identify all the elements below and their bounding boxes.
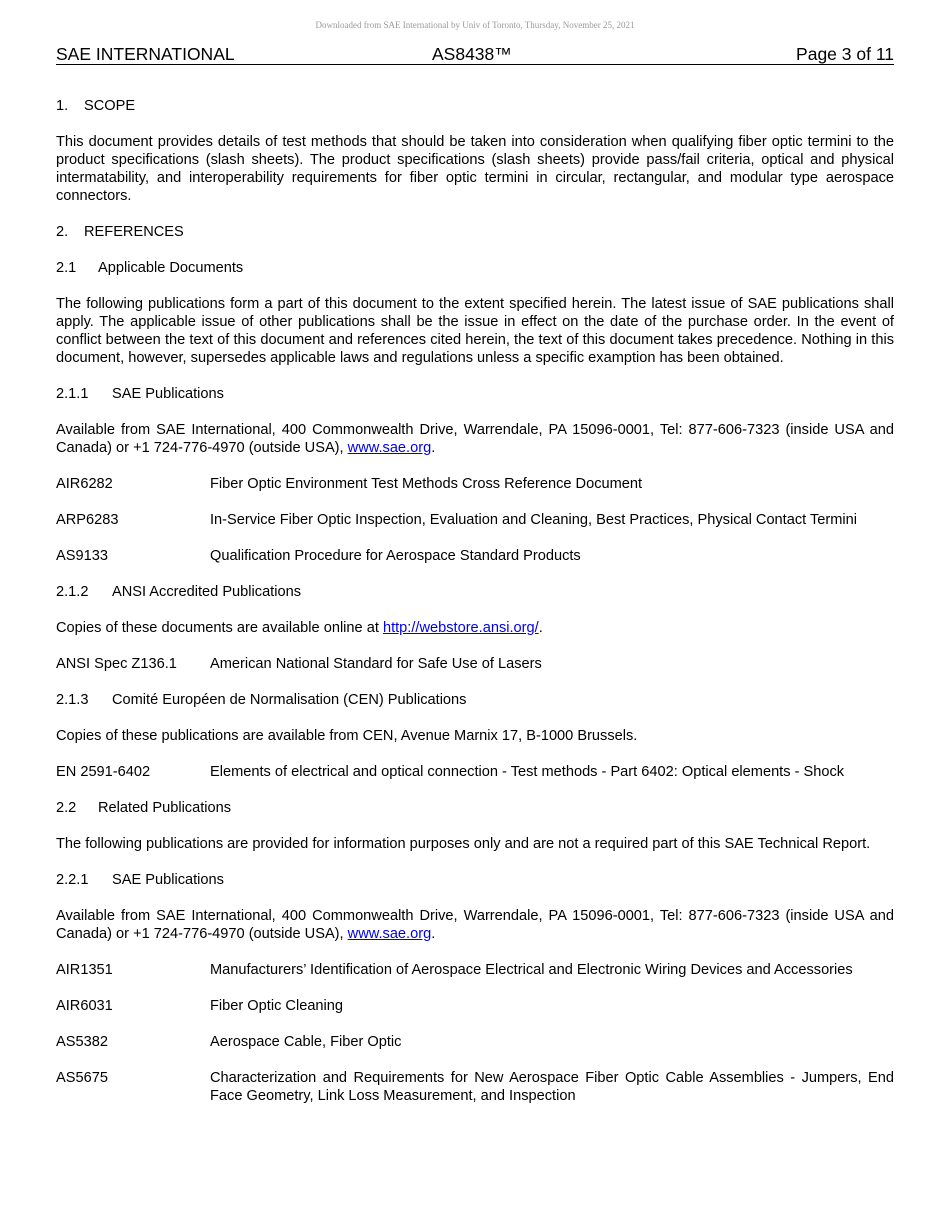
section-title: REFERENCES (84, 224, 184, 240)
reference-code: ANSI Spec Z136.1 (56, 656, 177, 672)
section-title: SAE Publications (112, 386, 224, 402)
section-1-heading (56, 97, 894, 115)
section-number: 2.1 (56, 260, 77, 276)
scope-paragraph: This document provides details of test methods that should be taken into consideration when qualifying fiber optic termini to the product specifications (slash sheets). The product specifications (slash sheets) provide pass/fail criteria, optical and physical intermatability, and interoperability requirements for fiber optic termini in circular, rectangular, and modular type aerospace connectors. (56, 134, 894, 204)
section-number: 2.1.3 (56, 692, 89, 708)
reference-code: AS5675 (56, 1070, 108, 1086)
reference-entry (56, 475, 894, 493)
ansi-availability-paragraph: Copies of these documents are available online at http://webstore.ansi.org/. (56, 620, 543, 636)
section-2-1-heading (56, 259, 894, 277)
section-number: 2.2 (56, 800, 77, 816)
section-title: Comité Européen de Normalisation (CEN) Publications (112, 692, 467, 708)
sae-availability-paragraph: Available from SAE International, 400 Commonwealth Drive, Warrendale, PA 15096-0001, Tel: 877-606-7323 (inside USA and Canada) or +1 724-776-4970 (outside USA), www.sae.org. (56, 422, 894, 456)
reference-entry (56, 1069, 894, 1105)
section-number: 2.1.2 (56, 584, 89, 600)
paragraph-text: Copies of these documents are available online at (56, 620, 383, 636)
paragraph-text: Available from SAE International, 400 Commonwealth Drive, Warrendale, PA 15096-0001, Tel: 877-606-7323 (inside USA and Canada) or +1 724-776-4970 (outside USA), (56, 422, 894, 456)
section-number: 2.1.1 (56, 386, 89, 402)
section-title: SAE Publications (112, 872, 224, 888)
sae-related-availability-paragraph: Available from SAE International, 400 Commonwealth Drive, Warrendale, PA 15096-0001, Tel: 877-606-7323 (inside USA and Canada) or +1 724-776-4970 (outside USA), www.sae.org. (56, 908, 894, 942)
section-2-1-1-heading (56, 385, 894, 403)
reference-code: ARP6283 (56, 512, 119, 528)
section-title: Applicable Documents (98, 260, 244, 276)
section-2-2-heading (56, 799, 894, 817)
reference-entry (56, 655, 894, 673)
section-2-1-2-heading (56, 583, 894, 601)
header-org: SAE INTERNATIONAL (56, 44, 235, 64)
reference-code: AIR6031 (56, 998, 113, 1014)
section-title: Related Publications (98, 800, 232, 816)
reference-code: AIR6282 (56, 476, 113, 492)
reference-entry (56, 961, 894, 979)
document-body (56, 97, 894, 1123)
section-number: 1. (56, 98, 69, 114)
applicable-documents-paragraph: The following publications form a part of this document to the extent specified herein. The latest issue of SAE publications shall apply. The applicable issue of other publications shall be the issue in effect on the date of the purchase order. In the event of conflict between the text of this document and references cited herein, the text of this document takes precedence. Nothing in this document, however, supersedes applicable laws and regulations unless a specific examption has been obtained. (56, 296, 894, 366)
sae-applicable-references (56, 475, 894, 565)
section-2-heading (56, 223, 894, 241)
related-publications-paragraph: The following publications are provided for information purposes only and are not a required part of this SAE Technical Report. (56, 836, 871, 852)
section-2-2-1-heading (56, 871, 894, 889)
section-2-1-3-heading (56, 691, 894, 709)
reference-entry (56, 511, 894, 529)
header-doc-number: AS8438™ (432, 44, 512, 64)
reference-title: American National Standard for Safe Use of Lasers (210, 656, 542, 672)
reference-code: AS5382 (56, 1034, 108, 1050)
download-watermark: Downloaded from SAE International by Univ of Toronto, Thursday, November 25, 2021 (315, 20, 635, 30)
reference-title: Elements of electrical and optical connection - Test methods - Part 6402: Optical elements - Shock (210, 764, 845, 780)
reference-title: Fiber Optic Cleaning (210, 998, 344, 1014)
reference-code: AS9133 (56, 548, 108, 564)
ansi-webstore-link[interactable]: http://webstore.ansi.org/ (382, 620, 539, 636)
sae-website-link[interactable]: www.sae.org (347, 440, 432, 456)
paragraph-text: Available from SAE International, 400 Commonwealth Drive, Warrendale, PA 15096-0001, Tel: 877-606-7323 (inside USA and Canada) or +1 724-776-4970 (outside USA), (56, 908, 894, 942)
reference-title: In-Service Fiber Optic Inspection, Evaluation and Cleaning, Best Practices, Physical Contact Termini (210, 512, 858, 528)
reference-title: Aerospace Cable, Fiber Optic (210, 1034, 402, 1050)
reference-entry (56, 763, 894, 781)
sae-website-link[interactable]: www.sae.org (347, 926, 432, 942)
section-title: SCOPE (84, 98, 136, 114)
reference-title: Fiber Optic Environment Test Methods Cross Reference Document (210, 476, 643, 492)
reference-code: AIR1351 (56, 962, 113, 978)
sae-related-references (56, 961, 894, 1105)
reference-title: Characterization and Requirements for New Aerospace Fiber Optic Cable Assemblies - Jumpers, End Face Geometry, Link Loss Measurement, and Inspection (210, 1070, 894, 1104)
ansi-references (56, 655, 894, 673)
cen-availability-paragraph: Copies of these publications are available from CEN, Avenue Marnix 17, B-1000 Brussels. (56, 728, 638, 744)
reference-title: Manufacturers’ Identification of Aerospace Electrical and Electronic Wiring Devices and Accessories (210, 962, 853, 978)
header-page-number: Page 3 of 11 (796, 44, 894, 64)
reference-title: Qualification Procedure for Aerospace Standard Products (210, 548, 581, 564)
reference-entry (56, 1033, 894, 1051)
section-number: 2.2.1 (56, 872, 89, 888)
reference-entry (56, 997, 894, 1015)
cen-references (56, 763, 894, 781)
page-header (56, 44, 894, 65)
section-number: 2. (56, 224, 69, 240)
reference-entry (56, 547, 894, 565)
section-title: ANSI Accredited Publications (112, 584, 302, 600)
reference-code: EN 2591-6402 (56, 764, 151, 780)
